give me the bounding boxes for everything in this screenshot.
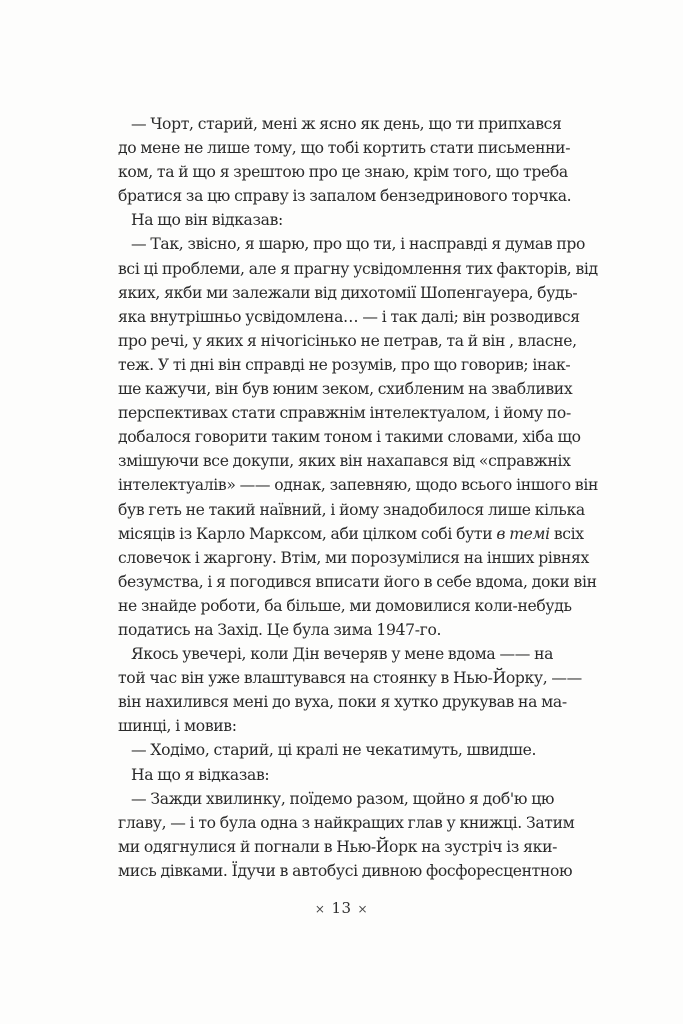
- text-line: інтелектуалів» —— однак, запевняю, щодо всього іншого він: [118, 476, 599, 495]
- text-line: перспективах стати справжнім інтелектуалом, і йому по-: [118, 404, 571, 423]
- text-line: податись на Захід. Це була зима 1947-го.: [118, 620, 442, 639]
- text-line: добалося говорити таким тоном і такими словами, хіба що: [118, 428, 581, 447]
- ornament-left-icon: ×: [314, 902, 326, 916]
- text-line: мись дівками. Їдучи в автобусі дивною фосфоресцентною: [118, 861, 573, 880]
- text-line: шинці, і мовив:: [118, 717, 237, 736]
- text-segment: місяців із Карло Марксом, аби цілком собі бути: [118, 524, 497, 543]
- italic-emphasis: в темі: [496, 524, 550, 543]
- page-number: [0, 899, 683, 917]
- text-line: до мене не лише тому, що тобі кортить стати письменни-: [118, 139, 571, 158]
- text-line: він нахилився мені до вуха, поки я хутко друкував на ма-: [118, 693, 567, 712]
- page-number-value: 13: [331, 899, 352, 917]
- text-line: — Ходімо, старий, ці кралі не чекатимуть, швидше.: [131, 741, 537, 760]
- text-line: На що я відказав:: [131, 765, 270, 784]
- text-line: Якось увечері, коли Дін вечеряв у мене вдома —— на: [131, 645, 554, 664]
- text-line: ше кажучи, він був юним зеком, схибленим на звабливих: [118, 380, 573, 399]
- text-line: — Так, звісно, я шарю, про що ти, і насправді я думав про: [131, 235, 586, 254]
- text-line: ком, та й що я зрештою про це знаю, крім того, що треба: [118, 163, 568, 182]
- text-line: — Зажди хвилинку, поїдемо разом, щойно я доб'ю цю: [131, 789, 555, 808]
- text-segment: всіх: [549, 524, 584, 543]
- text-line: яка внутрішньо усвідомлена… — і так далі; він розводився: [118, 307, 580, 326]
- text-line: ми одягнулися й погнали в Нью-Йорк на зустріч із яки-: [118, 837, 558, 856]
- text-line: главу, — і то була одна з найкращих глав у книжці. Затим: [118, 813, 575, 832]
- text-line: всі ці проблеми, але я прагну усвідомлення тих факторів, від: [118, 259, 598, 278]
- text-line: братися за цю справу із запалом бензедринового торчка.: [118, 187, 572, 206]
- ornament-right-icon: ×: [357, 902, 369, 916]
- text-line: [118, 522, 584, 546]
- text-line: безумства, і я погодився вписати його в себе вдома, доки він: [118, 572, 597, 591]
- text-line: змішуючи все докупи, яких він нахапався від «справжніх: [118, 452, 571, 471]
- text-line: — Чорт, старий, мені ж ясно як день, що ти припхався: [131, 115, 562, 133]
- text-line: словечок і жаргону. Втім, ми порозумілися на інших рівнях: [118, 548, 589, 567]
- text-line: теж. У ті дні він справді не розумів, про що говорив; інак-: [118, 355, 571, 374]
- text-line: той час він уже влаштувався на стоянку в Нью-Йорку, ——: [118, 669, 582, 688]
- text-line: не знайде роботи, ба більше, ми домовилися коли-небудь: [118, 596, 572, 615]
- text-line: про речі, у яких я нічогісінько не петрав, та й він , власне,: [118, 331, 577, 350]
- text-line: На що він відказав:: [131, 211, 283, 230]
- book-page-text: [118, 112, 599, 883]
- text-line: яких, якби ми залежали від дихотомії Шопенгауера, будь-: [118, 283, 578, 302]
- text-line: був геть не такий наївний, і йому знадобилося лише кілька: [118, 500, 585, 519]
